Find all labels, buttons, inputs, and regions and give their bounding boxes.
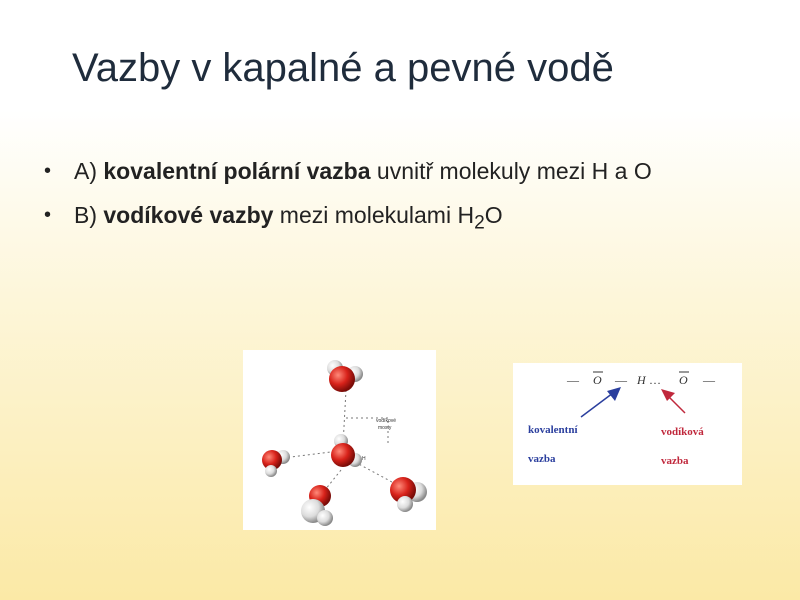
atom-label-h: H bbox=[362, 456, 366, 462]
figure-label-line1: vodíkové bbox=[376, 418, 397, 424]
covalent-arrow-head bbox=[607, 387, 621, 401]
bullet-b-bold: vodíkové vazby bbox=[103, 202, 274, 228]
bullet-item-b bbox=[44, 200, 764, 239]
water-molecule-center bbox=[331, 434, 362, 467]
water-molecule-bottom bbox=[301, 485, 333, 526]
slide-title: Vazby v kapalné a pevné vodě bbox=[72, 46, 614, 90]
bullet-b-text-end: O bbox=[484, 202, 503, 228]
bullet-a-text: uvnitř molekuly mezi H a O bbox=[370, 158, 652, 184]
formula-dash-3: — bbox=[703, 373, 715, 387]
formula-oxygen-1: O bbox=[593, 373, 602, 387]
bullet-a-bold: kovalentní polární vazba bbox=[103, 158, 371, 184]
hydrogen-arrow-head bbox=[661, 389, 675, 401]
label-vodikova: vodíková bbox=[661, 426, 704, 438]
bullet-item-a bbox=[44, 156, 764, 186]
bond-scheme-figure bbox=[513, 363, 742, 485]
water-molecules-svg bbox=[243, 350, 436, 530]
hydrogen-arrow-line bbox=[669, 397, 685, 413]
water-molecule-left bbox=[262, 450, 290, 477]
water-molecule-right bbox=[390, 477, 427, 512]
bullet-b-subscript: 2 bbox=[474, 212, 485, 234]
label-vazba-left: vazba bbox=[528, 453, 556, 465]
bullet-b-text: mezi molekulami H bbox=[273, 202, 475, 228]
formula-hydrogen: H bbox=[637, 373, 646, 387]
covalent-arrow-line bbox=[581, 393, 613, 417]
bullet-list bbox=[44, 156, 764, 239]
bullet-a-prefix: A) bbox=[74, 158, 104, 184]
formula-oxygen-2: O bbox=[679, 373, 688, 387]
formula-dash-2: — bbox=[615, 373, 627, 387]
label-kovalentni: kovalentní bbox=[528, 424, 578, 436]
water-molecule-top bbox=[327, 360, 363, 392]
water-molecules-figure bbox=[243, 350, 436, 530]
label-vazba-right: vazba bbox=[661, 455, 689, 467]
bullet-b-prefix: B) bbox=[74, 202, 104, 228]
formula-dots: … bbox=[649, 373, 661, 387]
bond-scheme-svg bbox=[513, 363, 742, 485]
formula-dash-1: — bbox=[567, 373, 579, 387]
figure-label-line2: mosty bbox=[378, 425, 392, 431]
